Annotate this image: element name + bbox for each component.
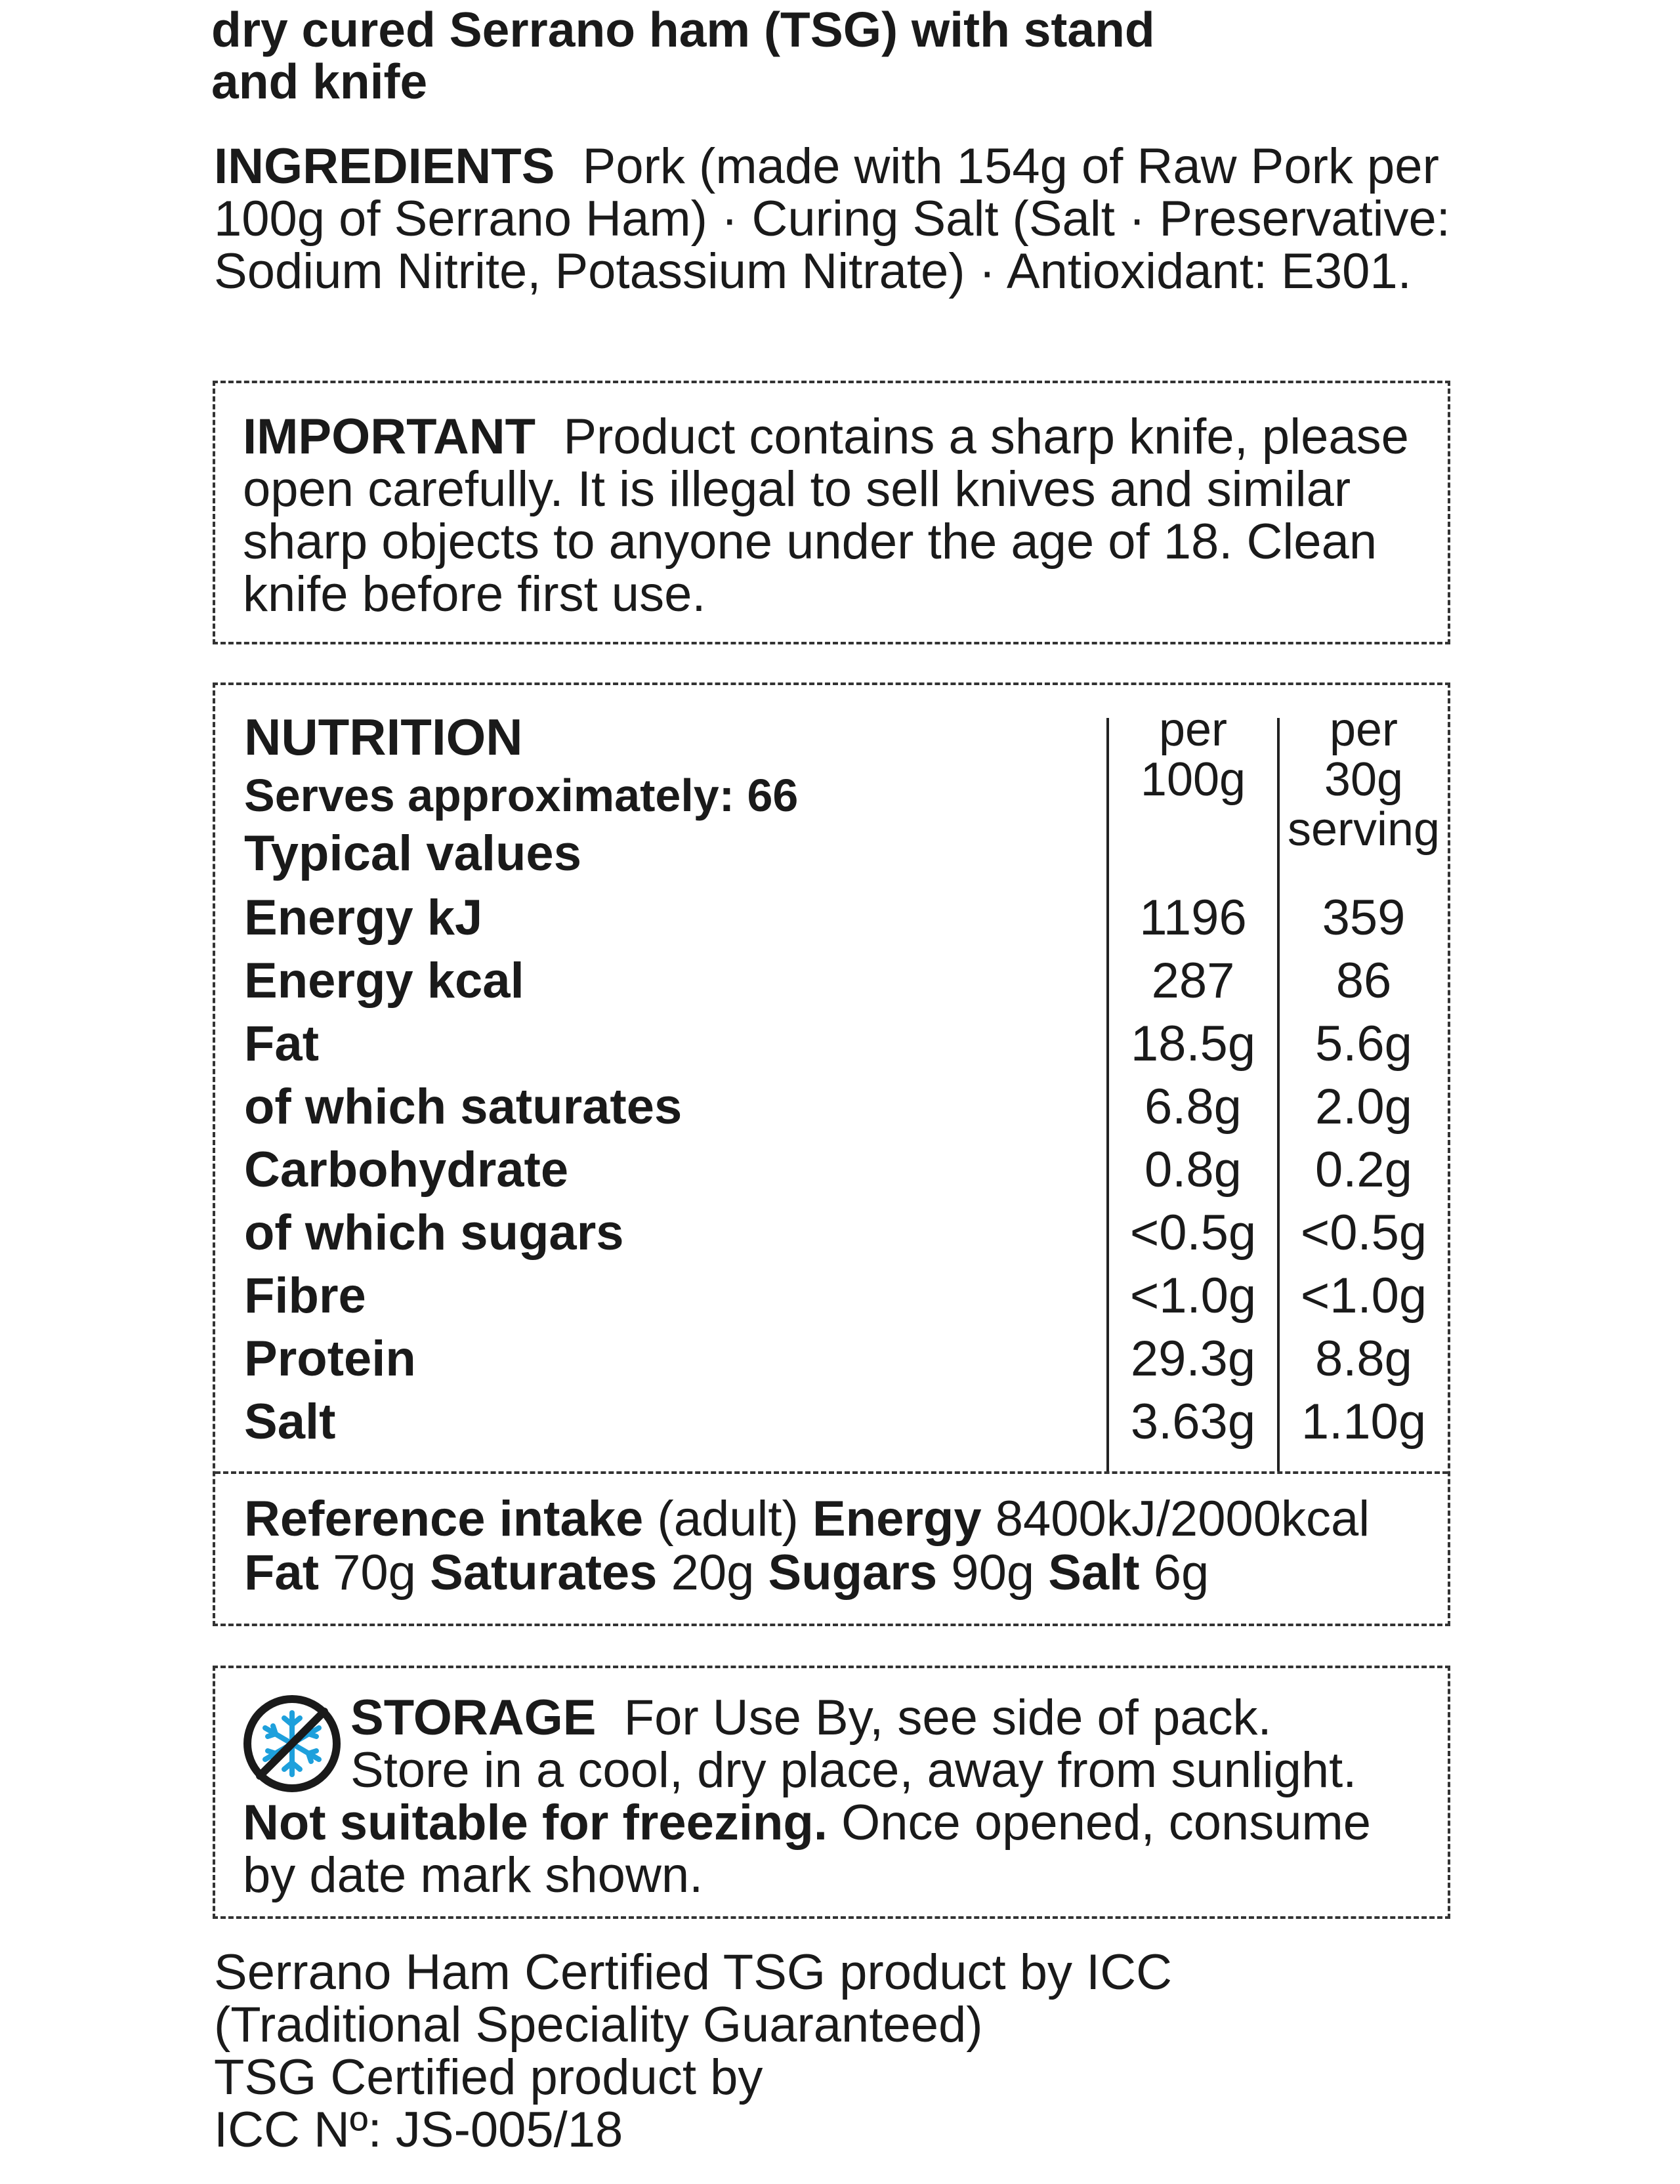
row-label: Protein	[244, 1331, 416, 1387]
ingredients-section	[214, 140, 1487, 298]
value-per-serving: 359	[1322, 890, 1406, 946]
reference-intake-divider	[215, 1471, 1448, 1474]
reference-qualifier: (adult)	[657, 1491, 799, 1547]
storage-use-by: For Use By, see side of pack.	[623, 1690, 1272, 1746]
storage-line-4: by date mark shown.	[243, 1847, 704, 1903]
value-per-serving: 0.2g	[1315, 1142, 1412, 1198]
footer-line-1: Serrano Ham Certified TSG product by ICC	[214, 1944, 1173, 2000]
value-per-100g: 29.3g	[1130, 1331, 1256, 1387]
reference-sugars-value: 90g	[951, 1545, 1035, 1601]
product-title	[211, 4, 1458, 108]
reference-energy-label: Energy	[812, 1491, 982, 1547]
reference-intake	[244, 1492, 1370, 1600]
important-text: Product contains a sharp knife, please open carefully. It is illegal to sell knives and similar sharp objects to anyone under the age of 18. Clean knife before first use.	[243, 409, 1409, 622]
important-label: IMPORTANT	[243, 409, 536, 465]
value-per-serving: 5.6g	[1315, 1016, 1412, 1072]
reference-saturates-label: Saturates	[430, 1545, 658, 1601]
row-label: Fibre	[244, 1268, 366, 1324]
certification-footer	[214, 1946, 1461, 2156]
typical-values-label: Typical values	[244, 826, 581, 881]
value-per-100g: 18.5g	[1130, 1016, 1256, 1072]
row-label: of which sugars	[244, 1205, 624, 1261]
no-freezing-icon	[243, 1694, 341, 1793]
value-per-100g: 287	[1151, 953, 1235, 1009]
nutrition-box	[213, 682, 1450, 1626]
value-per-100g: 3.63g	[1130, 1394, 1256, 1450]
storage-freeze-rest: Once opened, consume	[841, 1795, 1372, 1851]
row-label: Energy kJ	[244, 890, 483, 946]
footer-line-2: (Traditional Speciality Guaranteed)	[214, 1997, 983, 2053]
storage-box	[213, 1666, 1450, 1919]
storage-freeze-warning: Not suitable for freezing.	[243, 1795, 828, 1851]
serves-approximately: Serves approximately: 66	[244, 770, 799, 821]
reference-fat-value: 70g	[333, 1545, 416, 1601]
value-per-100g: 6.8g	[1144, 1079, 1242, 1135]
value-per-100g: 0.8g	[1144, 1142, 1242, 1198]
col1-line2: 100g	[1140, 753, 1246, 806]
col1-line1: per	[1158, 704, 1228, 756]
column-header-per-serving	[1280, 705, 1448, 854]
value-per-serving: <1.0g	[1300, 1268, 1427, 1324]
important-box	[213, 381, 1450, 644]
reference-salt-value: 6g	[1153, 1545, 1209, 1601]
storage-line-1	[243, 1692, 1448, 1744]
value-per-100g: <1.0g	[1129, 1268, 1257, 1324]
row-label: Fat	[244, 1016, 319, 1072]
title-line-1: dry cured Serrano ham (TSG) with stand	[211, 2, 1155, 57]
row-label: Carbohydrate	[244, 1142, 569, 1198]
ingredients-label: INGREDIENTS	[214, 138, 555, 194]
col2-line1: per	[1329, 704, 1398, 756]
col2-line3: serving	[1287, 803, 1440, 856]
value-per-100g: <0.5g	[1129, 1205, 1257, 1261]
row-label: of which saturates	[244, 1079, 682, 1135]
footer-line-3: TSG Certified product by	[214, 2049, 763, 2105]
reference-fat-label: Fat	[244, 1545, 319, 1601]
value-per-serving: <0.5g	[1300, 1205, 1427, 1261]
row-label: Energy kcal	[244, 953, 524, 1009]
reference-energy-value: 8400kJ/2000kcal	[995, 1491, 1370, 1547]
title-line-2: and knife	[211, 54, 428, 109]
storage-line-3	[243, 1797, 1448, 1849]
column-header-per-100g	[1109, 705, 1277, 805]
storage-label: STORAGE	[350, 1690, 597, 1746]
value-per-serving: 1.10g	[1301, 1394, 1427, 1450]
reference-line-2	[244, 1546, 1370, 1600]
reference-label: Reference intake	[244, 1491, 644, 1547]
reference-sugars-label: Sugars	[768, 1545, 938, 1601]
col2-line2: 30g	[1324, 753, 1404, 806]
reference-salt-label: Salt	[1048, 1545, 1140, 1601]
storage-line-2: Store in a cool, dry place, away from sunlight.	[350, 1742, 1357, 1798]
reference-line-1	[244, 1492, 1370, 1546]
value-per-serving: 2.0g	[1315, 1079, 1412, 1135]
nutrition-heading: NUTRITION	[244, 708, 523, 766]
ingredients-text: Pork (made with 154g of Raw Pork per 100g of Serrano Ham) · Curing Salt (Salt · Preservative: Sodium Nitrite, Potassium Nitrate) · Antioxidant: E301.	[214, 138, 1450, 299]
value-per-serving: 8.8g	[1315, 1331, 1412, 1387]
value-per-serving: 86	[1335, 953, 1392, 1009]
value-per-100g: 1196	[1139, 890, 1247, 946]
footer-line-4: ICC Nº: JS-005/18	[214, 2102, 623, 2158]
row-label: Salt	[244, 1394, 336, 1450]
reference-saturates-value: 20g	[671, 1545, 755, 1601]
